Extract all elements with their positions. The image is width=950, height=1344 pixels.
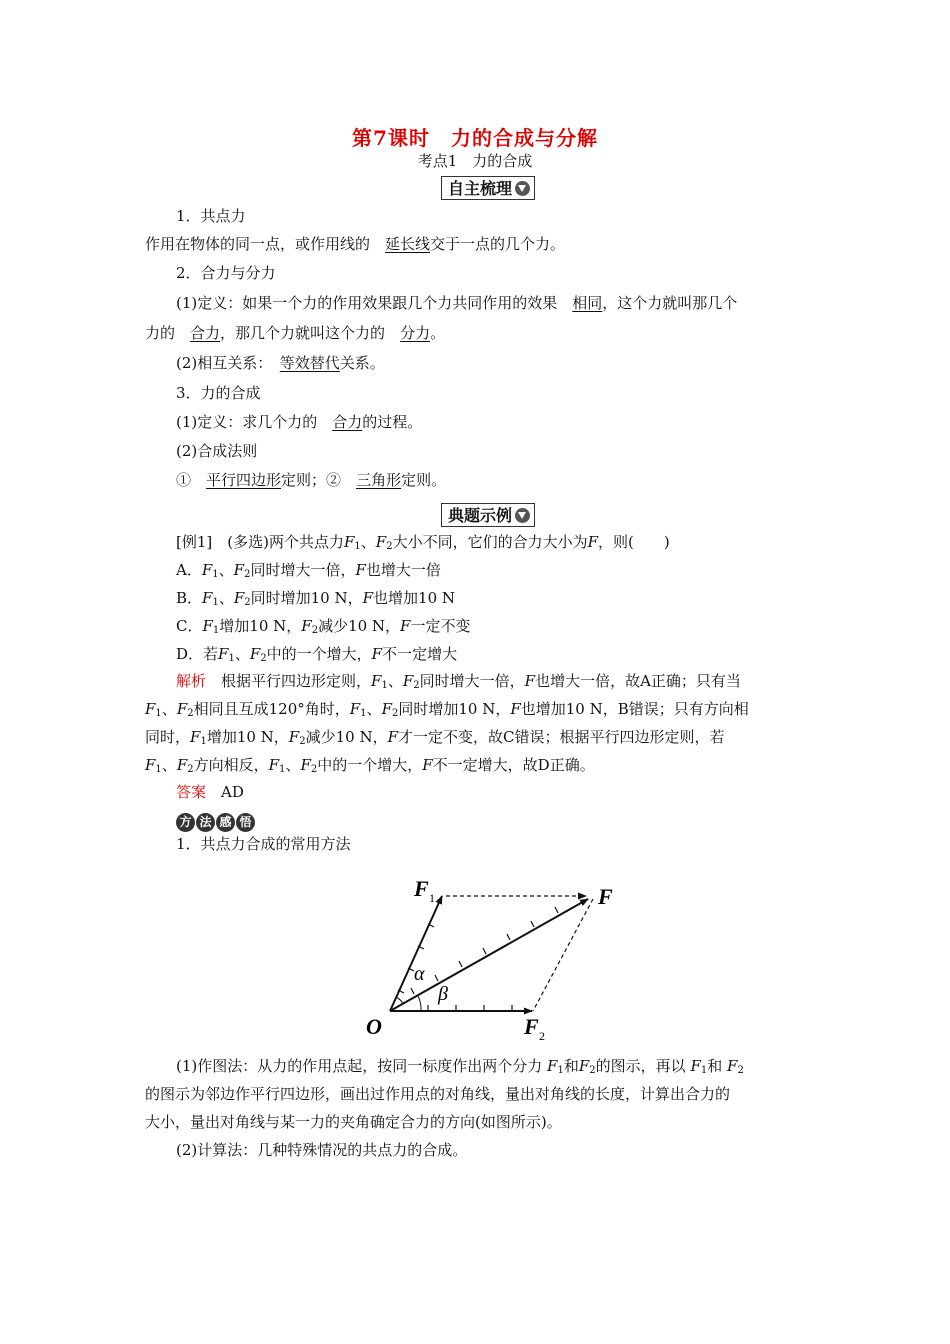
method-para-1a: (1)作图法：从力的作用点起，按同一标度作出两个分力 $F_1$和$F_2$的图示，再以 $F_1$和 $F_2$ (176, 1057, 744, 1076)
para-2c: (2)相互关系： 等效替代关系。 (176, 354, 385, 372)
analysis-label: 解析 (176, 672, 207, 690)
blank-answer: 延长线 (385, 235, 431, 253)
label-f2-sub: 2 (539, 1029, 545, 1043)
blank-answer: 合力 (190, 324, 221, 342)
method-heading: 1．共点力合成的常用方法 (176, 835, 351, 853)
section-label: 典题示例 (448, 506, 513, 525)
method-para-1c: 大小，量出对角线与某一力的夹角确定合力的方向(如图所示)。 (145, 1113, 562, 1131)
answer-value: AD (221, 783, 244, 801)
label-origin: O (366, 1014, 382, 1039)
blank-answer: 相同 (572, 294, 603, 312)
method-badge: 方 法 感 悟 (176, 813, 255, 832)
analysis-line-4: $F_1$、$F_2$方向相反，$F_1$、$F_2$中的一个增大，F不一定增大，故D正确。 (145, 756, 595, 775)
example-question: [例1] (多选)两个共点力$F_1$、$F_2$大小不同，它们的合力大小为F，则( ) (176, 533, 670, 552)
label-f2: F (524, 1014, 539, 1039)
option-b: B．$F_1$、$F_2$同时增加10 N，F也增加10 N (176, 589, 456, 608)
dashed-right (533, 899, 593, 1011)
vector-resultant (390, 899, 588, 1011)
option-d: D．若$F_1$、$F_2$中的一个增大，F不一定增大 (176, 645, 458, 664)
para-2b: 力的 合力，那几个力就叫这个力的 分力。 (145, 324, 446, 342)
label-f: F (598, 884, 613, 909)
scale-ticks (398, 907, 558, 1011)
label-f1-sub: 1 (429, 891, 435, 905)
option-c: C．$F_1$增加10 N，$F_2$减少10 N，F一定不变 (176, 617, 471, 636)
para-1: 作用在物体的同一点，或作用线的 延长线交于一点的几个力。 (145, 235, 566, 253)
heading-1: 1．共点力 (176, 207, 246, 225)
para-3b: (2)合成法则 (176, 442, 258, 460)
blank-answer: 三角形 (356, 471, 402, 489)
section-header-self-study (441, 176, 535, 200)
method-para-1b: 的图示为邻边作平行四边形，画出过作用点的对角线，量出对角线的长度，计算出合力的 (145, 1085, 731, 1103)
section-header-examples (441, 503, 535, 527)
method-para-2: (2)计算法：几种特殊情况的共点力的合成。 (176, 1141, 468, 1159)
label-alpha: α (414, 963, 425, 985)
analysis-line-3: 同时，$F_1$增加10 N，$F_2$减少10 N，F才一定不变，故C错误；根据平行四边形定则，若 (145, 728, 725, 747)
triangle-down-icon (515, 508, 530, 523)
triangle-down-icon (515, 181, 530, 196)
angle-alpha-arc (396, 997, 403, 1004)
blank-answer: 合力 (332, 413, 363, 431)
page-subtitle: 考点1 力的合成 (417, 152, 533, 170)
para-3a: (1)定义：求几个力的 合力的过程。 (176, 413, 423, 431)
blank-answer: 等效替代 (279, 354, 340, 372)
heading-2: 2．合力与分力 (176, 264, 276, 282)
analysis-line-2: $F_1$、$F_2$相同且互成120°角时，$F_1$、$F_2$同时增加10 N，F也增加10 N，B错误；只有方向相 (145, 700, 749, 719)
heading-3: 3．力的合成 (176, 384, 261, 402)
blank-answer: 分力 (400, 324, 431, 342)
blank-answer: 平行四边形 (206, 471, 282, 489)
angle-beta-arc (418, 996, 421, 1011)
option-a: A．$F_1$、$F_2$同时增大一倍，F也增大一倍 (176, 561, 441, 580)
force-parallelogram-diagram (350, 866, 640, 1046)
analysis-line-1: 解析 根据平行四边形定则，$F_1$、$F_2$同时增大一倍，F也增大一倍，故A正确；只有当 (176, 672, 741, 691)
vector-f1 (390, 896, 442, 1011)
label-f1: F (414, 876, 429, 901)
label-beta: β (438, 983, 448, 1005)
answer-label: 答案 (176, 783, 207, 801)
section-label: 自主梳理 (448, 179, 513, 198)
para-2a: (1)定义：如果一个力的作用效果跟几个力共同作用的效果 相同，这个力就叫那几个 (176, 294, 738, 312)
para-3c: ① 平行四边形定则；② 三角形定则。 (176, 471, 447, 489)
page-title: 第7课时 力的合成与分解 (352, 126, 598, 150)
answer-line (176, 778, 816, 806)
